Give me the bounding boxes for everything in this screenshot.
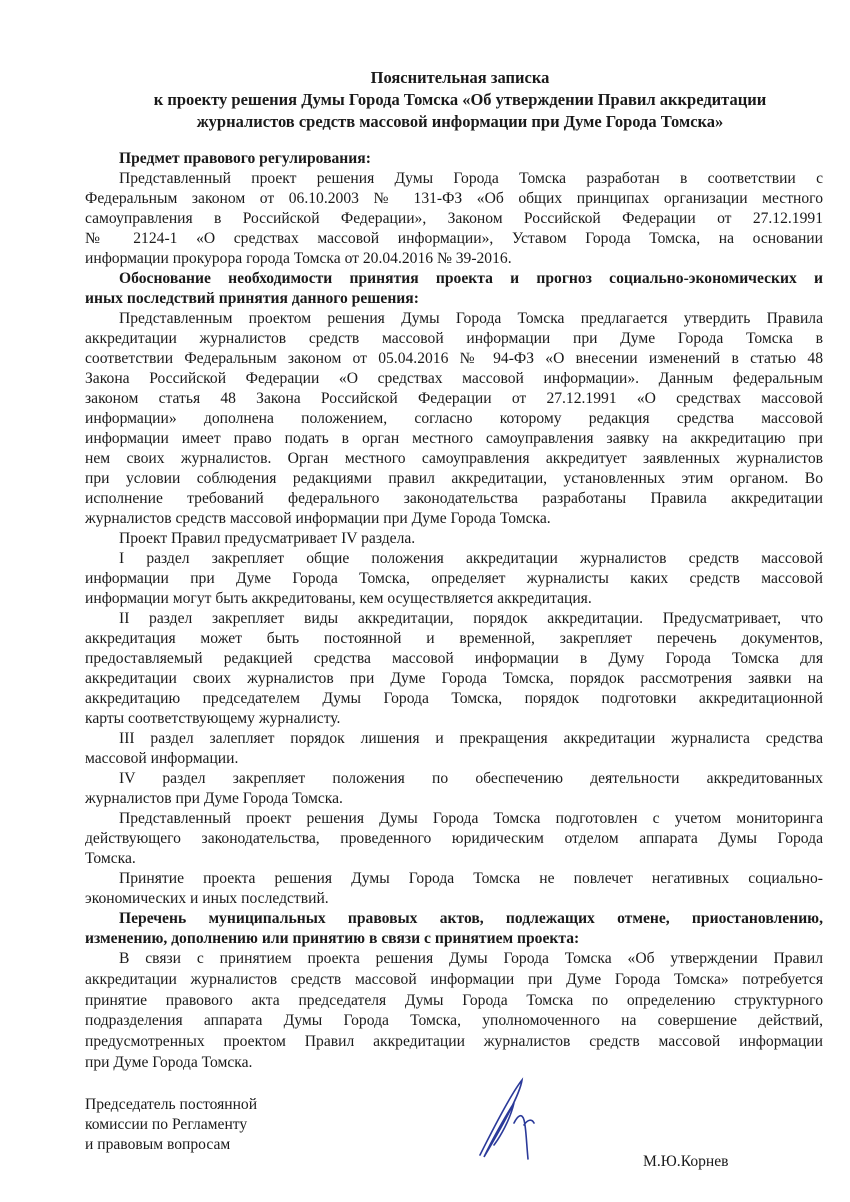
paragraph [85,529,823,549]
text-line: информации имеет право подать в орган местного самоуправления заявку на аккредитацию при [85,430,823,447]
handwritten-signature [470,1075,560,1165]
text-line: аккредитацию председателем Думы Города Томска, порядок подготовки аккредитационной [85,690,823,707]
text-line: журналистов средств массовой информации при Думе Города Томска. [85,510,551,527]
text-line: IV раздел закрепляет положения по обеспечению деятельности аккредитованных [119,770,823,787]
text-line: Представленным проектом решения Думы Города Томска предлагается утвердить Правила [119,310,823,327]
text-line: изменению, дополнению или принятию в связи с принятием проекта: [85,930,580,947]
text-line: Обоснование необходимости принятия проекта и прогноз социально-экономических и [119,270,823,287]
text-line: журналистов при Думе Города Томска. [85,790,343,807]
text-line: карты соответствующему журналисту. [85,710,341,727]
text-line: иных последствий принятия данного решения: [85,290,419,307]
section-heading [85,269,823,309]
text-line: аккредитации журналистов средств массовой информации при Думе Города Томска в [85,330,823,347]
text-line: массовой информации. [85,750,239,767]
text-line: аккредитация может быть постоянной и временной, закрепляет перечень документов, [85,630,823,647]
title-line: журналистов средств массовой информации при Думе Города Томска» [196,112,724,131]
text-line: информации могут быть аккредитованы, кем осуществляется аккредитация. [85,590,592,607]
text-line: при условии соблюдения редакциями правил аккредитации, установленных этим органом. Во [85,470,823,487]
text-line: экономических и иных последствий. [85,890,329,907]
position-line: Председатель постоянной [85,1096,258,1113]
paragraph [85,309,823,529]
text-line: Перечень муниципальных правовых актов, подлежащих отмене, приостановлению, [119,910,823,927]
text-line: Закона Российской Федерации «О средствах массовой информации». Данным федеральным [85,370,823,387]
text-line: Представленный проект решения Думы Города Томска разработан в соответствии с [119,170,823,187]
paragraph [85,869,823,909]
text-line: Представленный проект решения Думы Города Томска подготовлен с учетом мониторинга [119,810,823,827]
paragraph [85,609,823,729]
text-line: Проект Правил предусматривает IV раздела. [119,530,416,547]
document-body [85,149,823,1074]
text-line: В связи с принятием проекта решения Думы Города Томска «Об утверждении Правил [119,950,823,967]
position-line: и правовым вопросам [85,1136,231,1153]
text-line: № 2124-1 «О средствах массовой информации», Уставом Города Томска, на основании [85,230,823,247]
text-line: Принятие проекта решения Думы Города Томска не повлечет негативных социально- [119,870,823,887]
signatory-name: М.Ю.Корнев [643,1153,729,1170]
text-line: информации» дополнена положением, согласно которому редакция средства массовой [85,410,823,427]
text-line: информации прокурора города Томска от 20.04.2016 № 39-2016. [85,250,512,267]
text-line: при Думе Города Томска. [85,1053,253,1071]
text-line: законом статья 48 Закона Российской Федерации от 27.12.1991 «О средствах массовой [85,390,823,407]
paragraph [85,549,823,609]
text-line: принятие правового акта председателя Думы Города Томска по определению структурного [85,991,823,1009]
text-line: II раздел закрепляет виды аккредитации, порядок аккредитации. Предусматривает, что [119,610,823,627]
signatory-position [85,1095,257,1155]
paragraph [85,949,823,1074]
text-line: информации при Думе Города Томска, определяет журналисты каких средств массовой [85,570,823,587]
paragraph [85,809,823,869]
text-line: действующего законодательства, проведенного юридическим отделом аппарата Думы Города [85,830,823,847]
text-line: подразделения аппарата Думы Города Томска, уполномоченного на совершение действий, [85,1012,823,1030]
text-line: предоставляемый редакцией средства массовой информации в Думу Города Томска для [85,650,823,667]
paragraph [85,729,823,769]
document-title [85,67,835,133]
text-line: предусмотренных проектом Правил аккредитации журналистов средств массовой информации [85,1033,823,1051]
text-line: Предмет правового регулирования: [119,150,371,167]
section-heading [85,909,823,949]
text-line: I раздел закрепляет общие положения аккредитации журналистов средств массовой [119,550,823,567]
text-line: самоуправления в Российской Федерации», Законом Российской Федерации от 27.12.1991 [85,210,823,227]
section-heading [85,149,823,169]
text-line: Федеральным законом от 06.10.2003 № 131-ФЗ «Об общих принципах организации местного [85,190,823,207]
text-line: Томска. [85,850,136,867]
text-line: III раздел залепляет порядок лишения и прекращения аккредитации журналиста средства [119,730,823,747]
text-line: аккредитации своих журналистов при Думе Города Томска, порядок рассмотрения заявки на [85,670,823,687]
text-line: исполнение требований федерального законодательства разработаны Правила аккредитации [85,490,823,507]
title-line: к проекту решения Думы Города Томска «Об утверждении Правил аккредитации [153,90,767,109]
title-line: Пояснительная записка [370,68,550,87]
text-line: нем своих журналистов. Орган местного самоуправления аккредитует заявленных журналистов [85,450,823,467]
paragraph [85,169,823,269]
position-line: комиссии по Регламенту [85,1116,248,1133]
paragraph [85,769,823,809]
text-line: соответствии Федеральным законом от 05.04.2016 № 94-ФЗ «О внесении изменений в статью 48 [85,350,823,367]
text-line: аккредитации журналистов средств массовой информации при Думе Города Томска» потребуется [85,970,823,988]
